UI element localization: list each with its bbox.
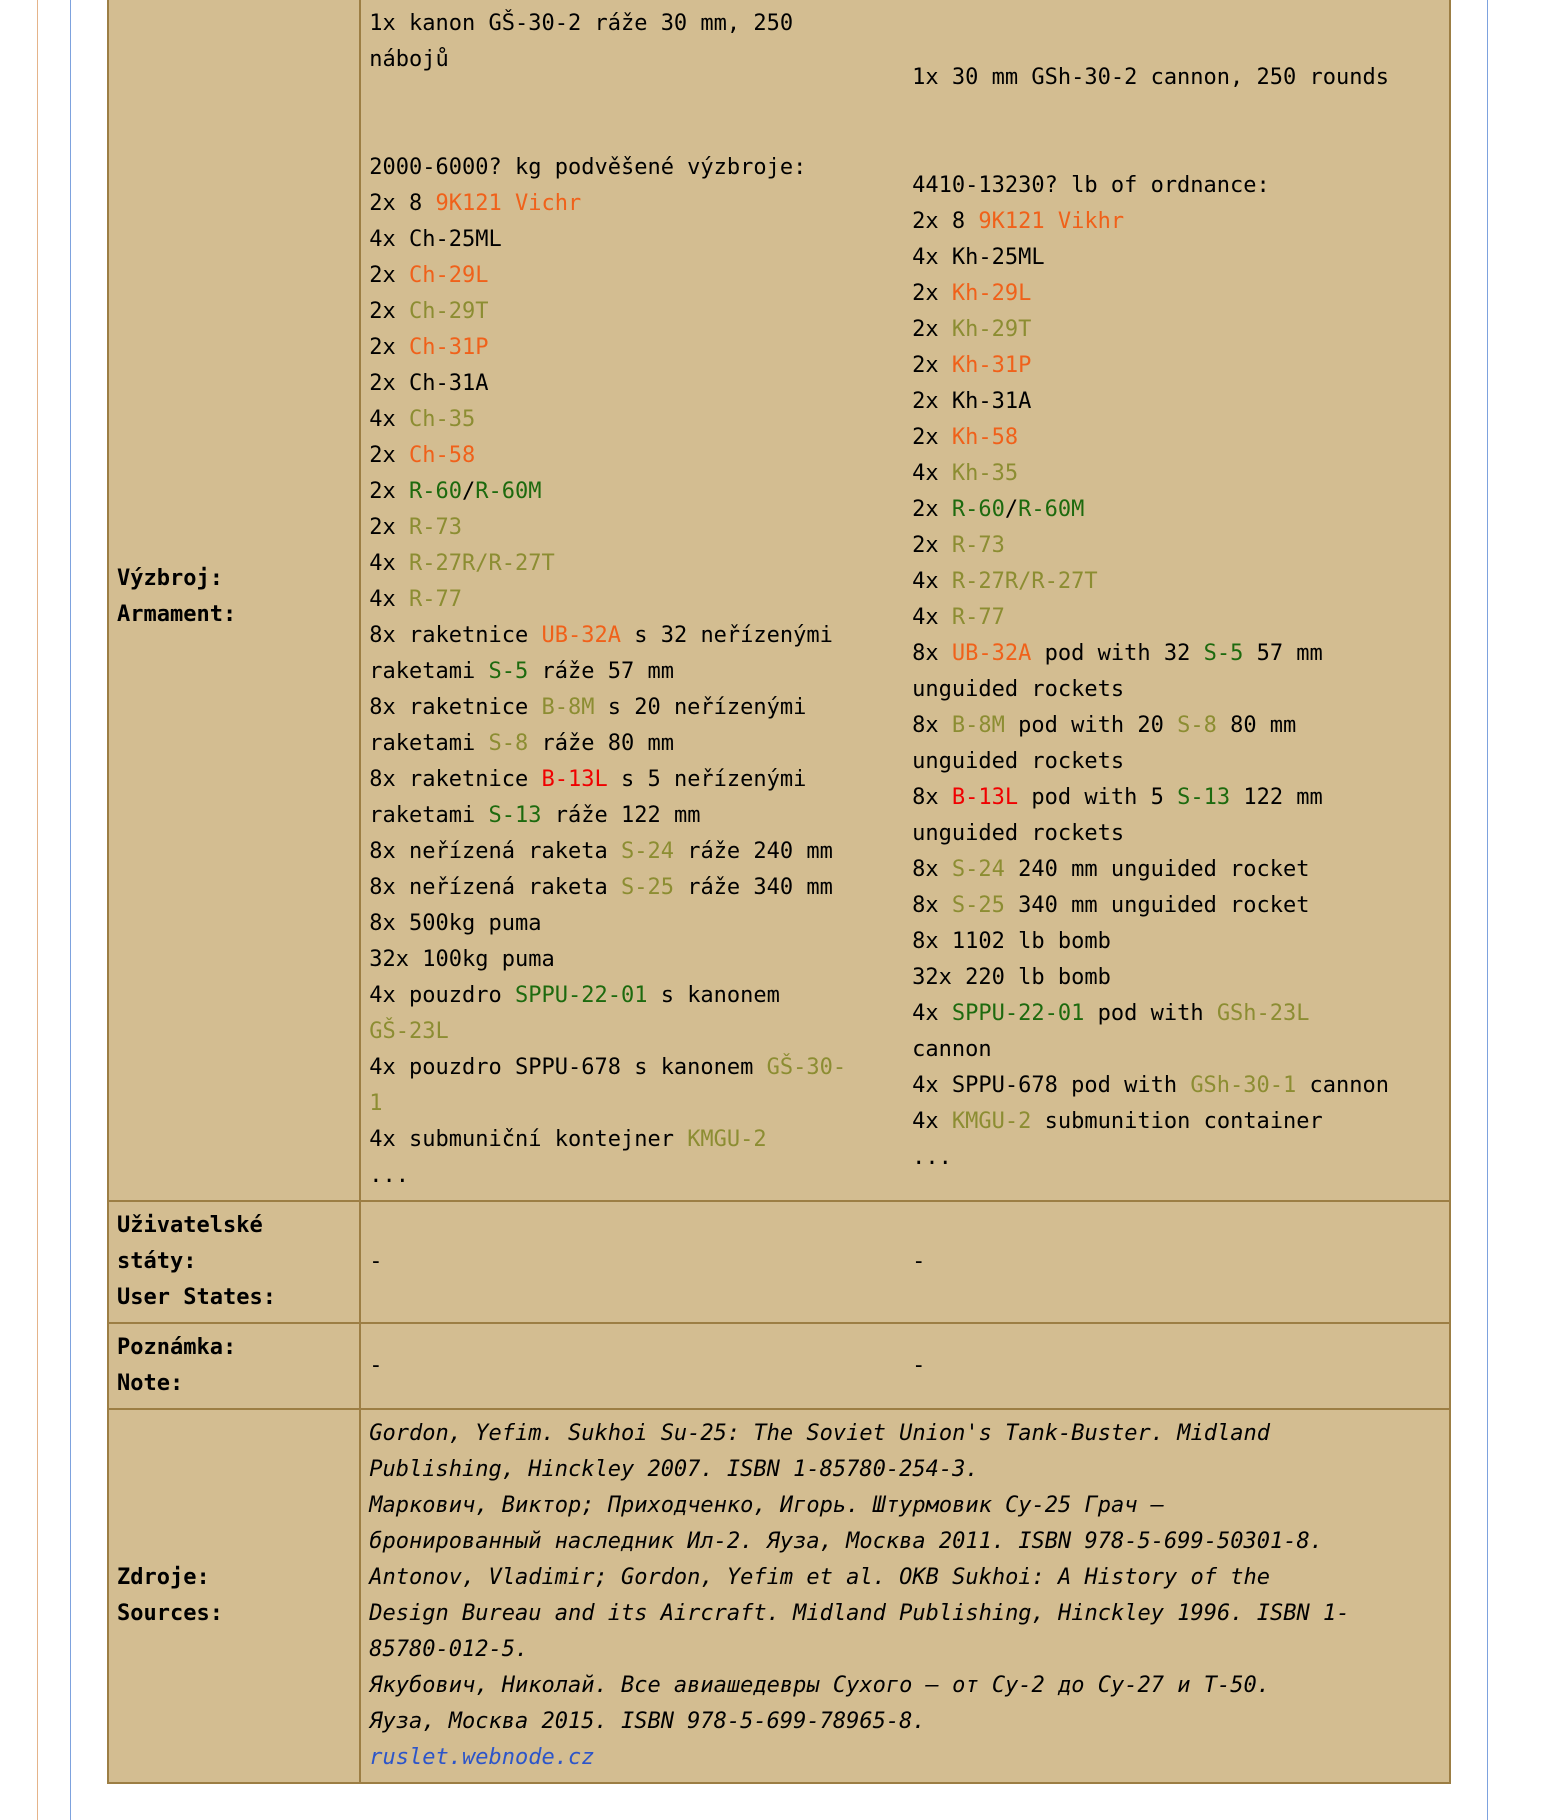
ordnance-line-en [912,420,1441,456]
armament-label [108,0,360,1201]
line-text: submunition container [1031,1109,1323,1134]
ordnance-line-en [912,708,1441,744]
ordnance-line-en [912,204,1441,240]
line-text: 4x pouzdro [369,983,515,1008]
weapon-link[interactable]: Kh-29L [951,281,1032,306]
line-text: 57 mm [1243,641,1323,666]
armament-label-cz: Výzbroj: [117,566,223,591]
line-text: unguided rockets [912,821,1125,846]
ordnance-line-en [912,564,1441,600]
line-text: 8x [912,641,952,666]
line-text: ráže 340 mm [673,875,833,900]
weapon-link[interactable]: S-8 [488,731,529,756]
weapon-link[interactable]: 1 [369,1091,383,1116]
user-states-label-line: Uživatelské [117,1213,263,1238]
weapon-link[interactable]: GŠ-23L [369,1019,449,1044]
ordnance-line-cz [369,258,896,294]
armament-en [904,0,1450,1201]
ordnance-line-en [912,1140,1441,1176]
weapon-link[interactable]: KMGU-2 [951,1109,1032,1134]
weapon-link[interactable]: R-73 [409,515,463,540]
armament-label-en: Armament: [117,602,237,627]
weapon-link[interactable]: S-25 [951,893,1005,918]
user-states-row [108,1201,1450,1323]
weapon-link[interactable]: R-73 [951,533,1005,558]
source-line: Яуза, Москва 2015. ISBN 978-5-699-78965-8. [369,1709,926,1734]
sources-label-en: Sources: [117,1601,223,1626]
note-en: - [904,1323,1450,1409]
line-text: cannon [912,1037,992,1062]
line-text: s 5 neřízenými [607,767,807,792]
line-text: unguided rockets [912,677,1125,702]
ordnance-line-en [912,888,1441,924]
weapon-link[interactable]: R-27R/R-27T [951,569,1098,594]
sources-row [108,1409,1450,1783]
weapon-link[interactable]: S-24 [951,857,1005,882]
line-text: 4x [912,461,952,486]
ordnance-line-cz [369,906,896,942]
line-text: s kanonem [647,983,780,1008]
ordnance-line-cz [369,1014,896,1050]
ordnance-line-cz [369,294,896,330]
weapon-link[interactable]: SPPU-22-01 [515,983,648,1008]
weapon-link[interactable]: B-8M [541,695,595,720]
ordnance-line-cz [369,942,896,978]
line-text: 4x [912,1001,952,1026]
sources-label [108,1409,360,1783]
line-text: 2x [912,281,952,306]
line-text: 4x submuniční kontejner [369,1127,688,1152]
weapon-link[interactable]: Ch-29T [409,299,489,324]
weapon-link[interactable]: R-60M [1018,497,1085,522]
note-label-cz: Poznámka: [117,1335,237,1360]
source-line: 85780-012-5. [369,1637,529,1662]
ordnance-line-en [912,456,1441,492]
ordnance-line-cz [369,150,896,186]
line-text: 8x neřízená raketa [369,875,621,900]
line-text: 8x raketnice [369,695,542,720]
ordnance-line-cz [369,474,896,510]
ordnance-line-en [912,312,1441,348]
ordnance-line-cz [369,402,896,438]
user-states-label [108,1201,360,1323]
weapon-link[interactable]: R-77 [951,605,1005,630]
weapon-link[interactable]: 9K121 Vikhr [978,209,1125,234]
line-text: 2x [912,353,952,378]
weapon-link[interactable]: Ch-35 [409,407,476,432]
user-states-label-line: User States: [117,1285,276,1310]
ordnance-line-cz [369,870,896,906]
line-text: 2x 8 [912,209,979,234]
ordnance-line-cz [369,834,896,870]
line-text: ... [912,1145,952,1170]
ordnance-line-cz [369,798,896,834]
line-text: 8x 500kg puma [369,911,542,936]
weapon-link[interactable]: Kh-35 [951,461,1019,486]
line-text: raketami [369,803,489,828]
line-text: pod with [1084,1001,1217,1026]
ordnance-line-cz [369,366,896,402]
ordnance-line-en [912,744,1441,780]
ordnance-line-en [912,168,1441,204]
ordnance-line-cz [369,1158,896,1194]
line-text: 8x neřízená raketa [369,839,621,864]
ordnance-line-en [912,852,1441,888]
line-text: 2x [369,263,410,288]
line-text: 4x [912,569,952,594]
line-text: ráže 80 mm [528,731,674,756]
line-text: 2x [369,515,410,540]
spacer [912,96,1441,168]
page-border-left-blue [70,0,71,1820]
line-text: s 20 neřízenými [594,695,807,720]
line-text: 2x [369,299,410,324]
weapon-link[interactable]: GSh-23L [1216,1001,1310,1026]
ordnance-list-en [912,168,1441,1176]
line-text: 4x Ch-25ML [369,227,502,252]
ordnance-line-en [912,636,1441,672]
line-text: 8x [912,893,952,918]
line-text: 2x [369,335,410,360]
line-text: pod with 20 [1004,713,1178,738]
sources-label-cz: Zdroje: [117,1565,210,1590]
weapon-link[interactable]: R-60M [475,479,542,504]
line-text: 122 mm [1230,785,1323,810]
ordnance-line-en [912,492,1441,528]
ordnance-line-en [912,816,1441,852]
weapon-link[interactable]: UB-32A [951,641,1032,666]
line-text: 2x [369,443,410,468]
user-states-en: - [904,1201,1450,1323]
note-cz: - [360,1323,904,1409]
ordnance-line-en [912,1068,1441,1104]
weapon-link[interactable]: R-77 [409,587,463,612]
line-text: 4410-13230? lb of ordnance: [912,173,1270,198]
ordnance-line-en [912,780,1441,816]
weapon-link[interactable]: GSh-30-1 [1190,1073,1297,1098]
weapon-link[interactable]: GŠ-30- [766,1055,847,1080]
ordnance-line-en [912,996,1441,1032]
page-border-left-orange [37,0,38,1820]
line-text: 2x [369,479,410,504]
source-link[interactable]: ruslet.webnode.cz [369,1745,595,1770]
ordnance-line-cz [369,654,896,690]
cannon-en-line: 1x 30 mm GSh-30-2 cannon, 250 rounds [912,65,1389,90]
line-text: pod with 5 [1018,785,1178,810]
ordnance-line-en [912,672,1441,708]
line-text: 4x [369,587,410,612]
weapon-link[interactable]: B-8M [951,713,1005,738]
line-text: / [1004,497,1019,522]
source-line: Publishing, Hinckley 2007. ISBN 1-85780-254-3. [369,1457,979,1482]
ordnance-line-cz [369,690,896,726]
ordnance-list-cz [369,150,896,1194]
line-text: 8x [912,785,952,810]
line-text: 8x 1102 lb bomb [912,929,1111,954]
line-text: 340 mm unguided rocket [1004,893,1310,918]
line-text: 4x [912,1109,952,1134]
source-line: Antonov, Vladimir; Gordon, Yefim et al. OKB Sukhoi: A History of the [369,1565,1270,1590]
ordnance-line-cz [369,186,896,222]
source-line: Якубович, Николай. Все авиашедевры Сухого – от Су-2 до Су-27 и Т-50. [369,1673,1270,1698]
line-text: 4x [369,551,410,576]
line-text: ráže 240 mm [673,839,833,864]
line-text: pod with 32 [1031,641,1204,666]
ordnance-line-en [912,924,1441,960]
weapon-link[interactable]: R-60 [409,479,463,504]
line-text: 240 mm unguided rocket [1004,857,1310,882]
line-text: 32x 220 lb bomb [912,965,1111,990]
line-text: ... [369,1163,410,1188]
line-text: 8x [912,713,952,738]
ordnance-line-cz [369,582,896,618]
line-text: 4x [369,407,410,432]
source-line: Gordon, Yefim. Sukhoi Su-25: The Soviet Union's Tank-Buster. Midland [369,1421,1270,1446]
line-text: 80 mm [1216,713,1297,738]
weapon-link[interactable]: S-25 [620,875,674,900]
user-states-label-line: státy: [117,1249,197,1274]
weapon-link[interactable]: Ch-31P [409,335,489,360]
line-text: 2x Kh-31A [912,389,1032,414]
weapon-link[interactable]: KMGU-2 [687,1127,767,1152]
note-label-en: Note: [117,1371,184,1396]
line-text: 32x 100kg puma [369,947,555,972]
line-text: / [462,479,476,504]
note-label [108,1323,360,1409]
line-text: 4x pouzdro SPPU-678 s kanonem [369,1055,767,1080]
specs-table [107,0,1451,1784]
user-states-cz: - [360,1201,904,1323]
ordnance-line-cz [369,546,896,582]
line-text: 8x [912,857,952,882]
weapon-link[interactable]: B-13L [951,785,1019,810]
ordnance-line-cz [369,618,896,654]
source-line: Маркович, Виктор; Приходченко, Игорь. Штурмовик Су-25 Грач – [369,1493,1165,1518]
ordnance-line-cz [369,978,896,1014]
weapon-link[interactable]: R-60 [951,497,1005,522]
line-text: unguided rockets [912,749,1125,774]
weapon-link[interactable]: S-8 [1177,713,1217,738]
line-text: 2x [912,317,952,342]
page-border-right-blue [1487,0,1488,1820]
ordnance-line-en [912,348,1441,384]
line-text: 2x [912,425,952,450]
cannon-cz-line: nábojů [369,47,449,72]
line-text: raketami [369,659,489,684]
line-text: 8x raketnice [369,767,542,792]
ordnance-line-en [912,1104,1441,1140]
ordnance-line-cz [369,762,896,798]
weapon-link[interactable]: Kh-31P [951,353,1032,378]
weapon-link[interactable]: Ch-58 [409,443,476,468]
ordnance-line-cz [369,330,896,366]
weapon-link[interactable]: R-27R/R-27T [409,551,555,576]
ordnance-line-en [912,1032,1441,1068]
ordnance-line-cz [369,510,896,546]
line-text: ráže 122 mm [541,803,701,828]
weapon-link[interactable]: Kh-29T [951,317,1032,342]
line-text: 4x SPPU-678 pod with [912,1073,1191,1098]
armament-row [108,0,1450,1201]
line-text: ráže 57 mm [528,659,674,684]
weapon-link[interactable]: Ch-29L [409,263,489,288]
weapon-link[interactable]: S-5 [488,659,529,684]
line-text: s 32 neřízenými [620,623,833,648]
ordnance-line-cz [369,1050,896,1086]
line-text: 4x [912,605,952,630]
weapon-link[interactable]: S-13 [488,803,542,828]
weapon-link[interactable]: UB-32A [541,623,621,648]
line-text: 4x Kh-25ML [912,245,1045,270]
sources-list [360,1409,1450,1783]
ordnance-line-en [912,276,1441,312]
ordnance-line-en [912,960,1441,996]
line-text: raketami [369,731,489,756]
weapon-link[interactable]: 9K121 Vichr [435,191,582,216]
cannon-cz-line: 1x kanon GŠ-30-2 ráže 30 mm, 250 [369,11,794,36]
weapon-link[interactable]: Kh-58 [951,425,1019,450]
source-line: бронированный наследник Ил-2. Яуза, Москва 2011. ISBN 978-5-699-50301-8. [369,1529,1323,1554]
ordnance-line-en [912,384,1441,420]
ordnance-line-cz [369,1086,896,1122]
ordnance-line-en [912,600,1441,636]
line-text: 2000-6000? kg podvěšené výzbroje: [369,155,807,180]
ordnance-line-cz [369,726,896,762]
ordnance-line-cz [369,222,896,258]
spacer [369,78,896,150]
line-text: 8x raketnice [369,623,542,648]
weapon-link[interactable]: S-5 [1203,641,1244,666]
line-text: cannon [1296,1073,1389,1098]
ordnance-line-en [912,528,1441,564]
line-text: 2x [912,533,952,558]
line-text: 2x Ch-31A [369,371,489,396]
source-line: Design Bureau and its Aircraft. Midland Publishing, Hinckley 1996. ISBN 1- [369,1601,1350,1626]
weapon-link[interactable]: SPPU-22-01 [951,1001,1085,1026]
weapon-link[interactable]: B-13L [541,767,608,792]
weapon-link[interactable]: S-13 [1177,785,1231,810]
line-text: 2x [912,497,952,522]
armament-cz [360,0,904,1201]
line-text: 2x 8 [369,191,436,216]
weapon-link[interactable]: S-24 [620,839,674,864]
ordnance-line-cz [369,438,896,474]
cannon-en-line [912,24,1441,60]
ordnance-line-en [912,240,1441,276]
note-row [108,1323,1450,1409]
ordnance-line-cz [369,1122,896,1158]
